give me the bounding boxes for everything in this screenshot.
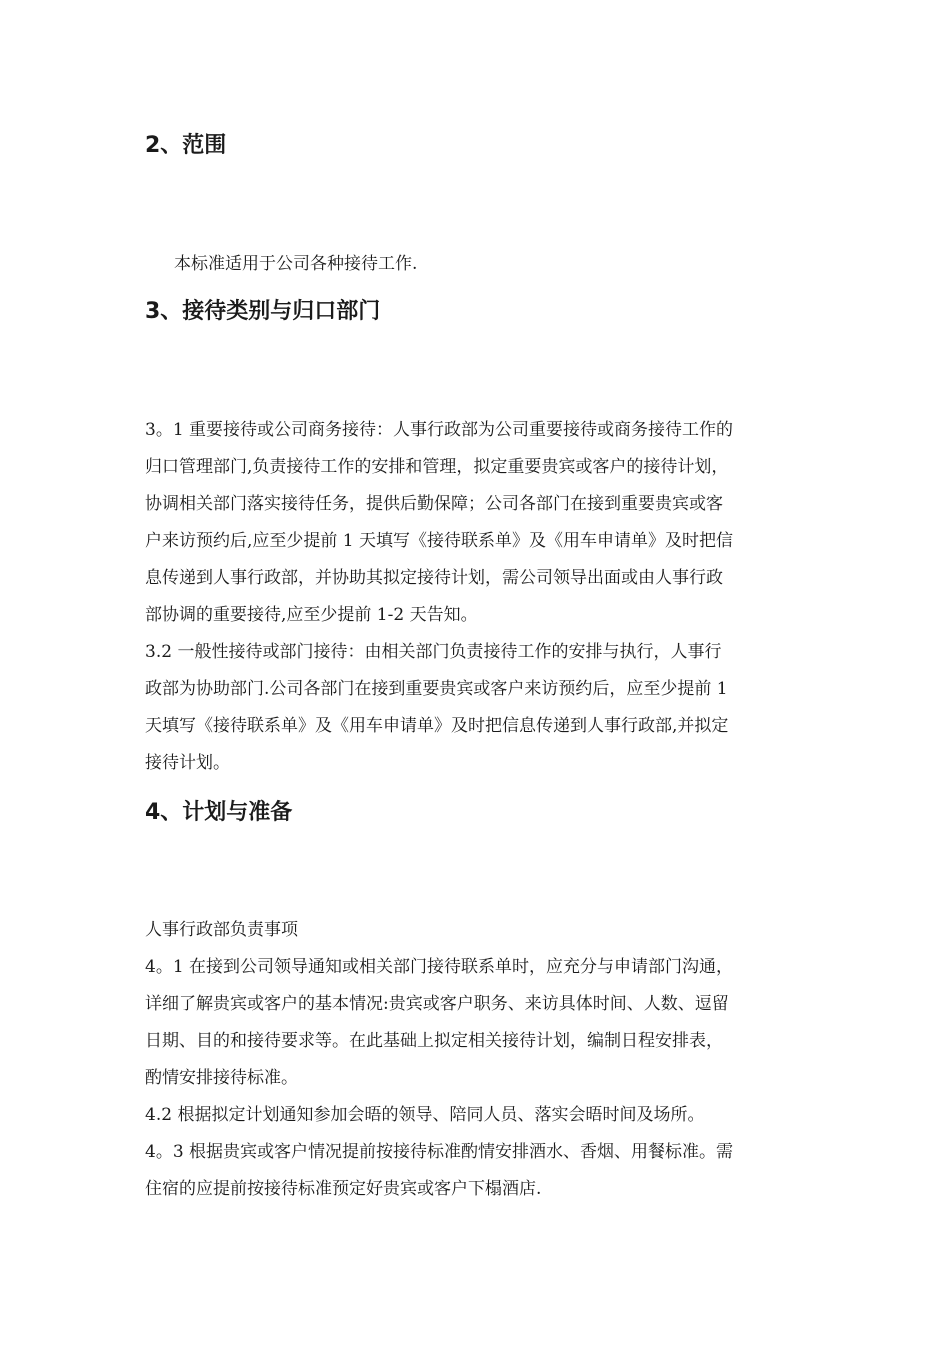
- paragraph-3-2: [145, 634, 810, 782]
- paragraph-line: 息传递到人事行政部，并协助其拟定接待计划，需公司领导出面或由人事行政: [145, 568, 723, 588]
- paragraph-line: 3。1 重要接待或公司商务接待：人事行政部为公司重要接待或商务接待工作的: [145, 420, 734, 440]
- paragraph-line: 4。1 在接到公司领导通知或相关部门接待联系单时，应充分与申请部门沟通，: [145, 957, 734, 977]
- paragraph-line: 3.2 一般性接待或部门接待：由相关部门负责接待工作的安排与执行，人事行: [145, 642, 722, 662]
- paragraph-line: 接待计划。: [145, 753, 230, 773]
- paragraph-line: 4.2 根据拟定计划通知参加会晤的领导、陪同人员、落实会晤时间及场所。: [145, 1105, 705, 1125]
- paragraph-line: 日期、目的和接待要求等。在此基础上拟定相关接待计划，编制日程安排表，: [145, 1031, 723, 1051]
- paragraph-line: 部协调的重要接待,应至少提前 1-2 天告知。: [145, 605, 478, 625]
- paragraph-line: 4。3 根据贵宾或客户情况提前按接待标准酌情安排酒水、香烟、用餐标准。需: [145, 1142, 734, 1162]
- paragraph-line: 住宿的应提前按接待标准预定好贵宾或客户下榻酒店.: [145, 1179, 542, 1199]
- paragraph-line: 本标准适用于公司各种接待工作.: [174, 254, 418, 274]
- paragraph-4: [145, 912, 810, 1208]
- paragraph-line: 户来访预约后,应至少提前 1 天填写《接待联系单》及《用车申请单》及时把信: [145, 531, 734, 551]
- section-heading-reception-categories: 3、接待类别与归口部门: [145, 299, 381, 324]
- paragraph-line: 天填写《接待联系单》及《用车申请单》及时把信息传递到人事行政部,并拟定: [145, 716, 729, 736]
- paragraph-line: 协调相关部门落实接待任务，提供后勤保障；公司各部门在接到重要贵宾或客: [145, 494, 723, 514]
- paragraph-line: 政部为协助部门.公司各部门在接到重要贵宾或客户来访预约后，应至少提前 1: [145, 679, 728, 699]
- paragraph-line: 归口管理部门,负责接待工作的安排和管理，拟定重要贵宾或客户的接待计划，: [145, 457, 729, 477]
- paragraph-3-1: [145, 412, 810, 634]
- scope-paragraph: [174, 246, 839, 283]
- paragraph-line: 详细了解贵宾或客户的基本情况:贵宾或客户职务、来访具体时间、人数、逗留: [145, 994, 729, 1014]
- section-heading-scope: 2、范围: [145, 133, 227, 158]
- paragraph-line: 酌情安排接待标准。: [145, 1068, 298, 1088]
- section-heading-planning: 4、计划与准备: [145, 800, 293, 825]
- paragraph-line: 人事行政部负责事项: [145, 920, 298, 940]
